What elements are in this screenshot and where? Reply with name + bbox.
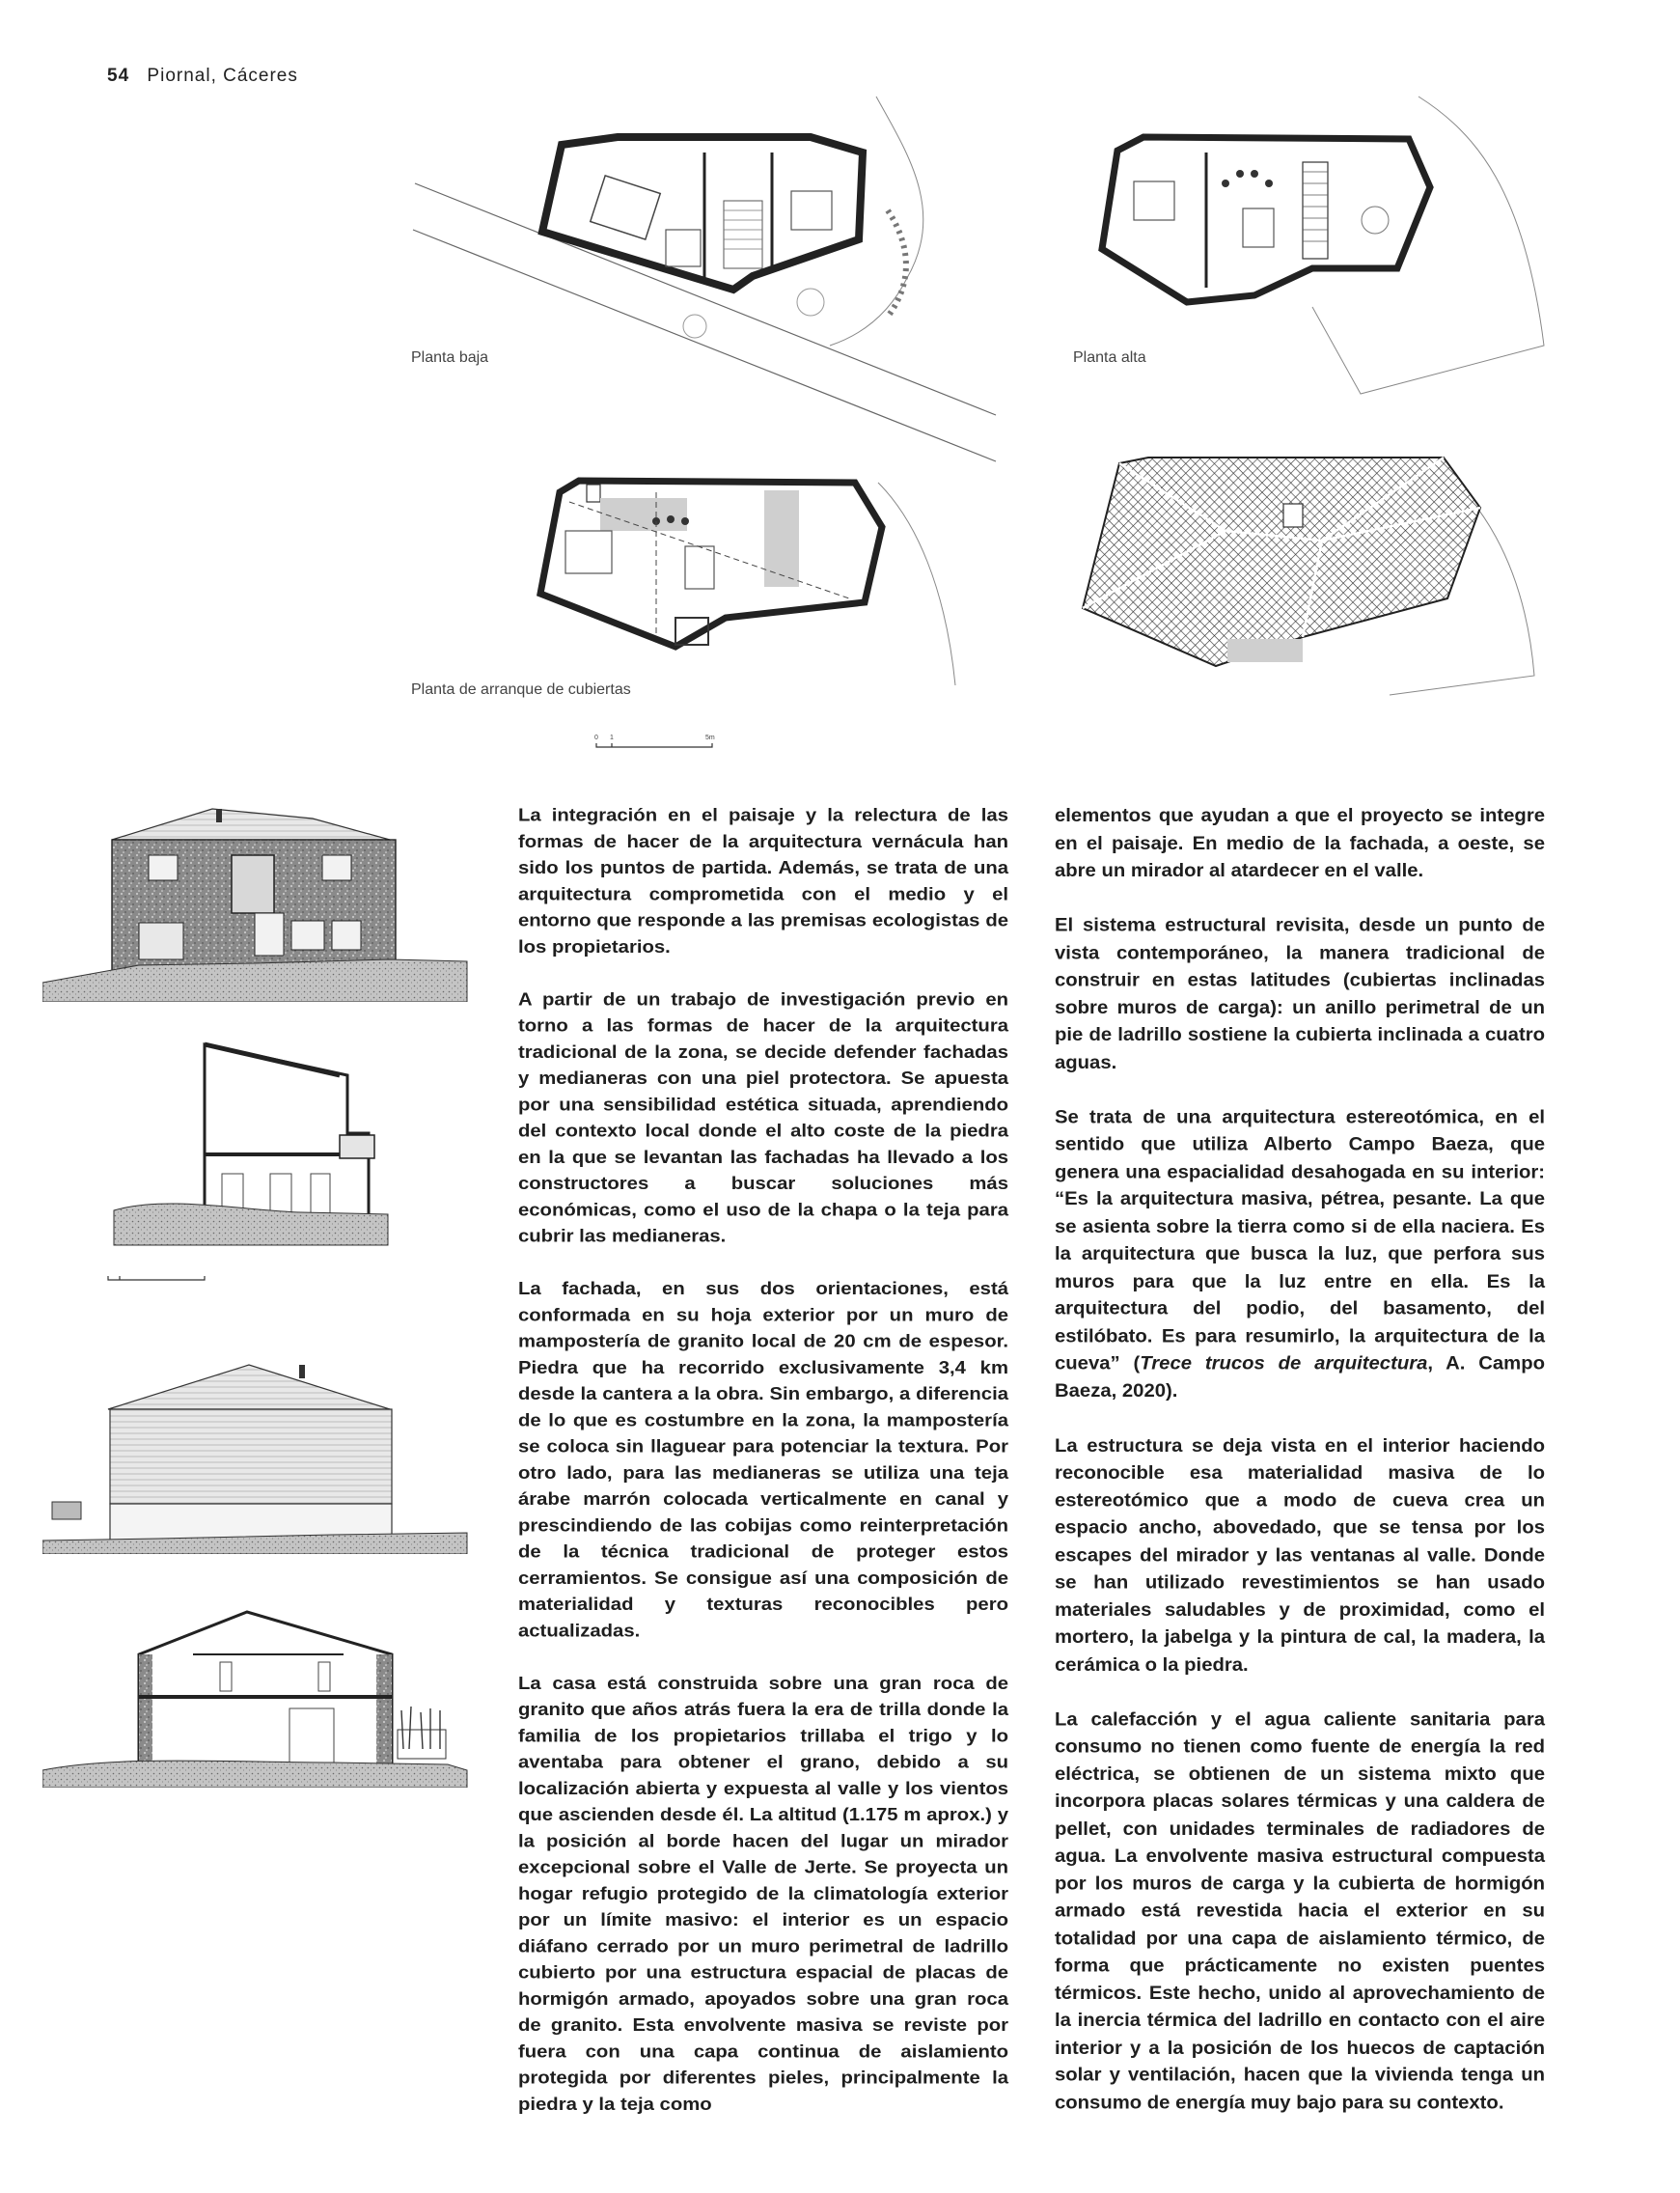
- col2-p3-start: Se trata de una arquitectura estereotómica, en el sentido que utiliza Alberto Campo Baeza, que genera una espacialidad desahogada en su interior: “Es la arquitectura masiva, pétrea, pesante. La que se asienta sobre la tierra como si de ella naciera. Es la arquitectura que busca la luz, que perfora sus muros para que la luz entre en ella. Es la arquitectura del podio, del basamento, del estilóbato. Es para resumirlo, la arquitectura de la cueva” (: [1055, 1106, 1545, 1374]
- text-column-2: [1055, 803, 1545, 2145]
- plan-ground-floor: [405, 95, 1008, 481]
- col1-paragraph-4: La casa está construida sobre una gran roca de granito que años atrás fuera la era de trilla donde la familia de los propietarios trillaba el trigo y lo aventaba para obtener el grano, debido a su localización abierta y expuesta al valle y los vientos que ascienden desde él. La altitud (1.175 m aprox.) y la posición al borde hacen del lugar un mirador excepcional sobre el Valle de Jerte. Se proyecta un hogar refugio protegido de la climatología exterior por un límite masivo: el interior es un espacio diáfano cerrado por un muro perimetral de ladrillo cubierto por una estructura espacial de placas de hormigón armado, apoyados sobre una gran roca de granito. Esta envolvente masiva se reviste por fuera con una capa continua de aislamiento protegida por diferentes pieles, principalmente la piedra y la teja como: [518, 1673, 1008, 2115]
- page-header: [107, 66, 298, 87]
- section-longitudinal-2: [42, 1604, 477, 1788]
- col2-paragraph-4: La estructura se deja vista en el interior haciendo reconocible esa materialidad masiva de lo estereotómico que a modo de cueva crea un espacio ancho, abovedado, que se tensa por los escapes del mirador y las ventanas al valle. Donde se han utilizado revestimientos se han usado materiales saludables y de proximidad, como el mortero, la jabelga y la pintura de cal, la madera, la cerámica o la piedra.: [1055, 1435, 1545, 1676]
- book-title: Trece trucos de arquitectura: [1140, 1353, 1428, 1374]
- col2-paragraph-1: elementos que ayudan a que el proyecto se integre en el paisaje. En medio de la fachada, a oeste, se abre un mirador al atardecer en el valle.: [1055, 805, 1545, 881]
- scale-label-1: 1: [610, 735, 614, 741]
- scale-label-0: 0: [594, 735, 598, 741]
- roof-plan: [1071, 454, 1563, 700]
- caption-planta-alta: Planta alta: [1073, 349, 1146, 366]
- caption-planta-baja: Planta baja: [411, 349, 489, 366]
- plan-roof-springing: [511, 463, 984, 695]
- scale-bar: [592, 726, 718, 751]
- elevation-side-tiles: [42, 1355, 477, 1554]
- small-scale-bar: [106, 1270, 212, 1284]
- elevation-front-stone: [42, 799, 477, 1002]
- page-number: 54: [107, 66, 130, 86]
- col2-paragraph-3: [1055, 1104, 1545, 1405]
- scale-label-5m: 5m: [705, 735, 715, 741]
- page-location: Piornal, Cáceres: [147, 66, 298, 86]
- col1-paragraph-2: A partir de un trabajo de investigación previo en torno a las formas de hacer de la arquitectura tradicional de la zona, se decide defender fachadas y medianeras con una piel protectora. Se apuesta por una sensibilidad estética situada, aprendiendo del contexto local donde el alto coste de la piedra en la que se levantan las fachadas ha llevado a los constructores a buscar soluciones más económicas, como el uso de la chapa o la teja para cubrir las medianeras.: [518, 989, 1008, 1247]
- col1-paragraph-1: La integración en el paisaje y la relectura de las formas de hacer de la arquitectura vernácula han sido los puntos de partida. Además, se trata de una arquitectura comprometida con el medio y el entorno que responde a las premisas ecologistas de los propietarios.: [518, 805, 1008, 958]
- caption-planta-arranque: Planta de arranque de cubiertas: [411, 681, 631, 698]
- col1-paragraph-3: La fachada, en sus dos orientaciones, está conformada en su hoja exterior por un muro de mampostería de granito local de 20 cm de espesor. Piedra que ha recorrido exclusivamente 3,4 km desde la cantera a la obra. Sin embargo, a diferencia de lo que es costumbre en la zona, la mampostería se coloca sin llaguear para potenciar la textura. Por otro lado, para las medianeras se utiliza una teja árabe marrón colocada verticalmente en canal y prescindiendo de las cobijas como reinterpretación de la técnica tradicional de proteger estos cerramientos. Se consigue así una composición de materialidad y texturas reconocibles pero actualizadas.: [518, 1279, 1008, 1641]
- col2-paragraph-5: La calefacción y el agua caliente sanitaria para consumo no tienen como fuente de energía la red eléctrica, se obtienen de un sistema mixto que incorpora placas solares térmicas y una caldera de pellet, con unidades terminales de radiadores de agua. La envolvente masiva estructural compuesta por los muros de carga y la cubierta de hormigón armado está revestida hacia el exterior en su totalidad por una capa de aislamiento térmico, de forma que prácticamente no existen puentes térmicos. Este hecho, unido al aprovechamiento de la inercia térmica del ladrillo en contacto con el aire interior y a la posición de los huecos de captación solar y ventilación, hacen que la vivienda tenga un consumo de energía muy bajo para su contexto.: [1055, 1708, 1545, 2113]
- section-transversal-1: [108, 1041, 427, 1253]
- text-column-1: [518, 803, 1008, 2145]
- col2-paragraph-2: El sistema estructural revisita, desde un punto de vista contemporáneo, la manera tradicional de construir en estas latitudes (cubiertas inclinadas sobre muros de carga): un anillo perimetral de un pie de ladrillo sostiene la cubierta inclinada a cuatro aguas.: [1055, 915, 1545, 1073]
- col2-p3-end: , A. Campo Baeza, 2020).: [1055, 1353, 1545, 1402]
